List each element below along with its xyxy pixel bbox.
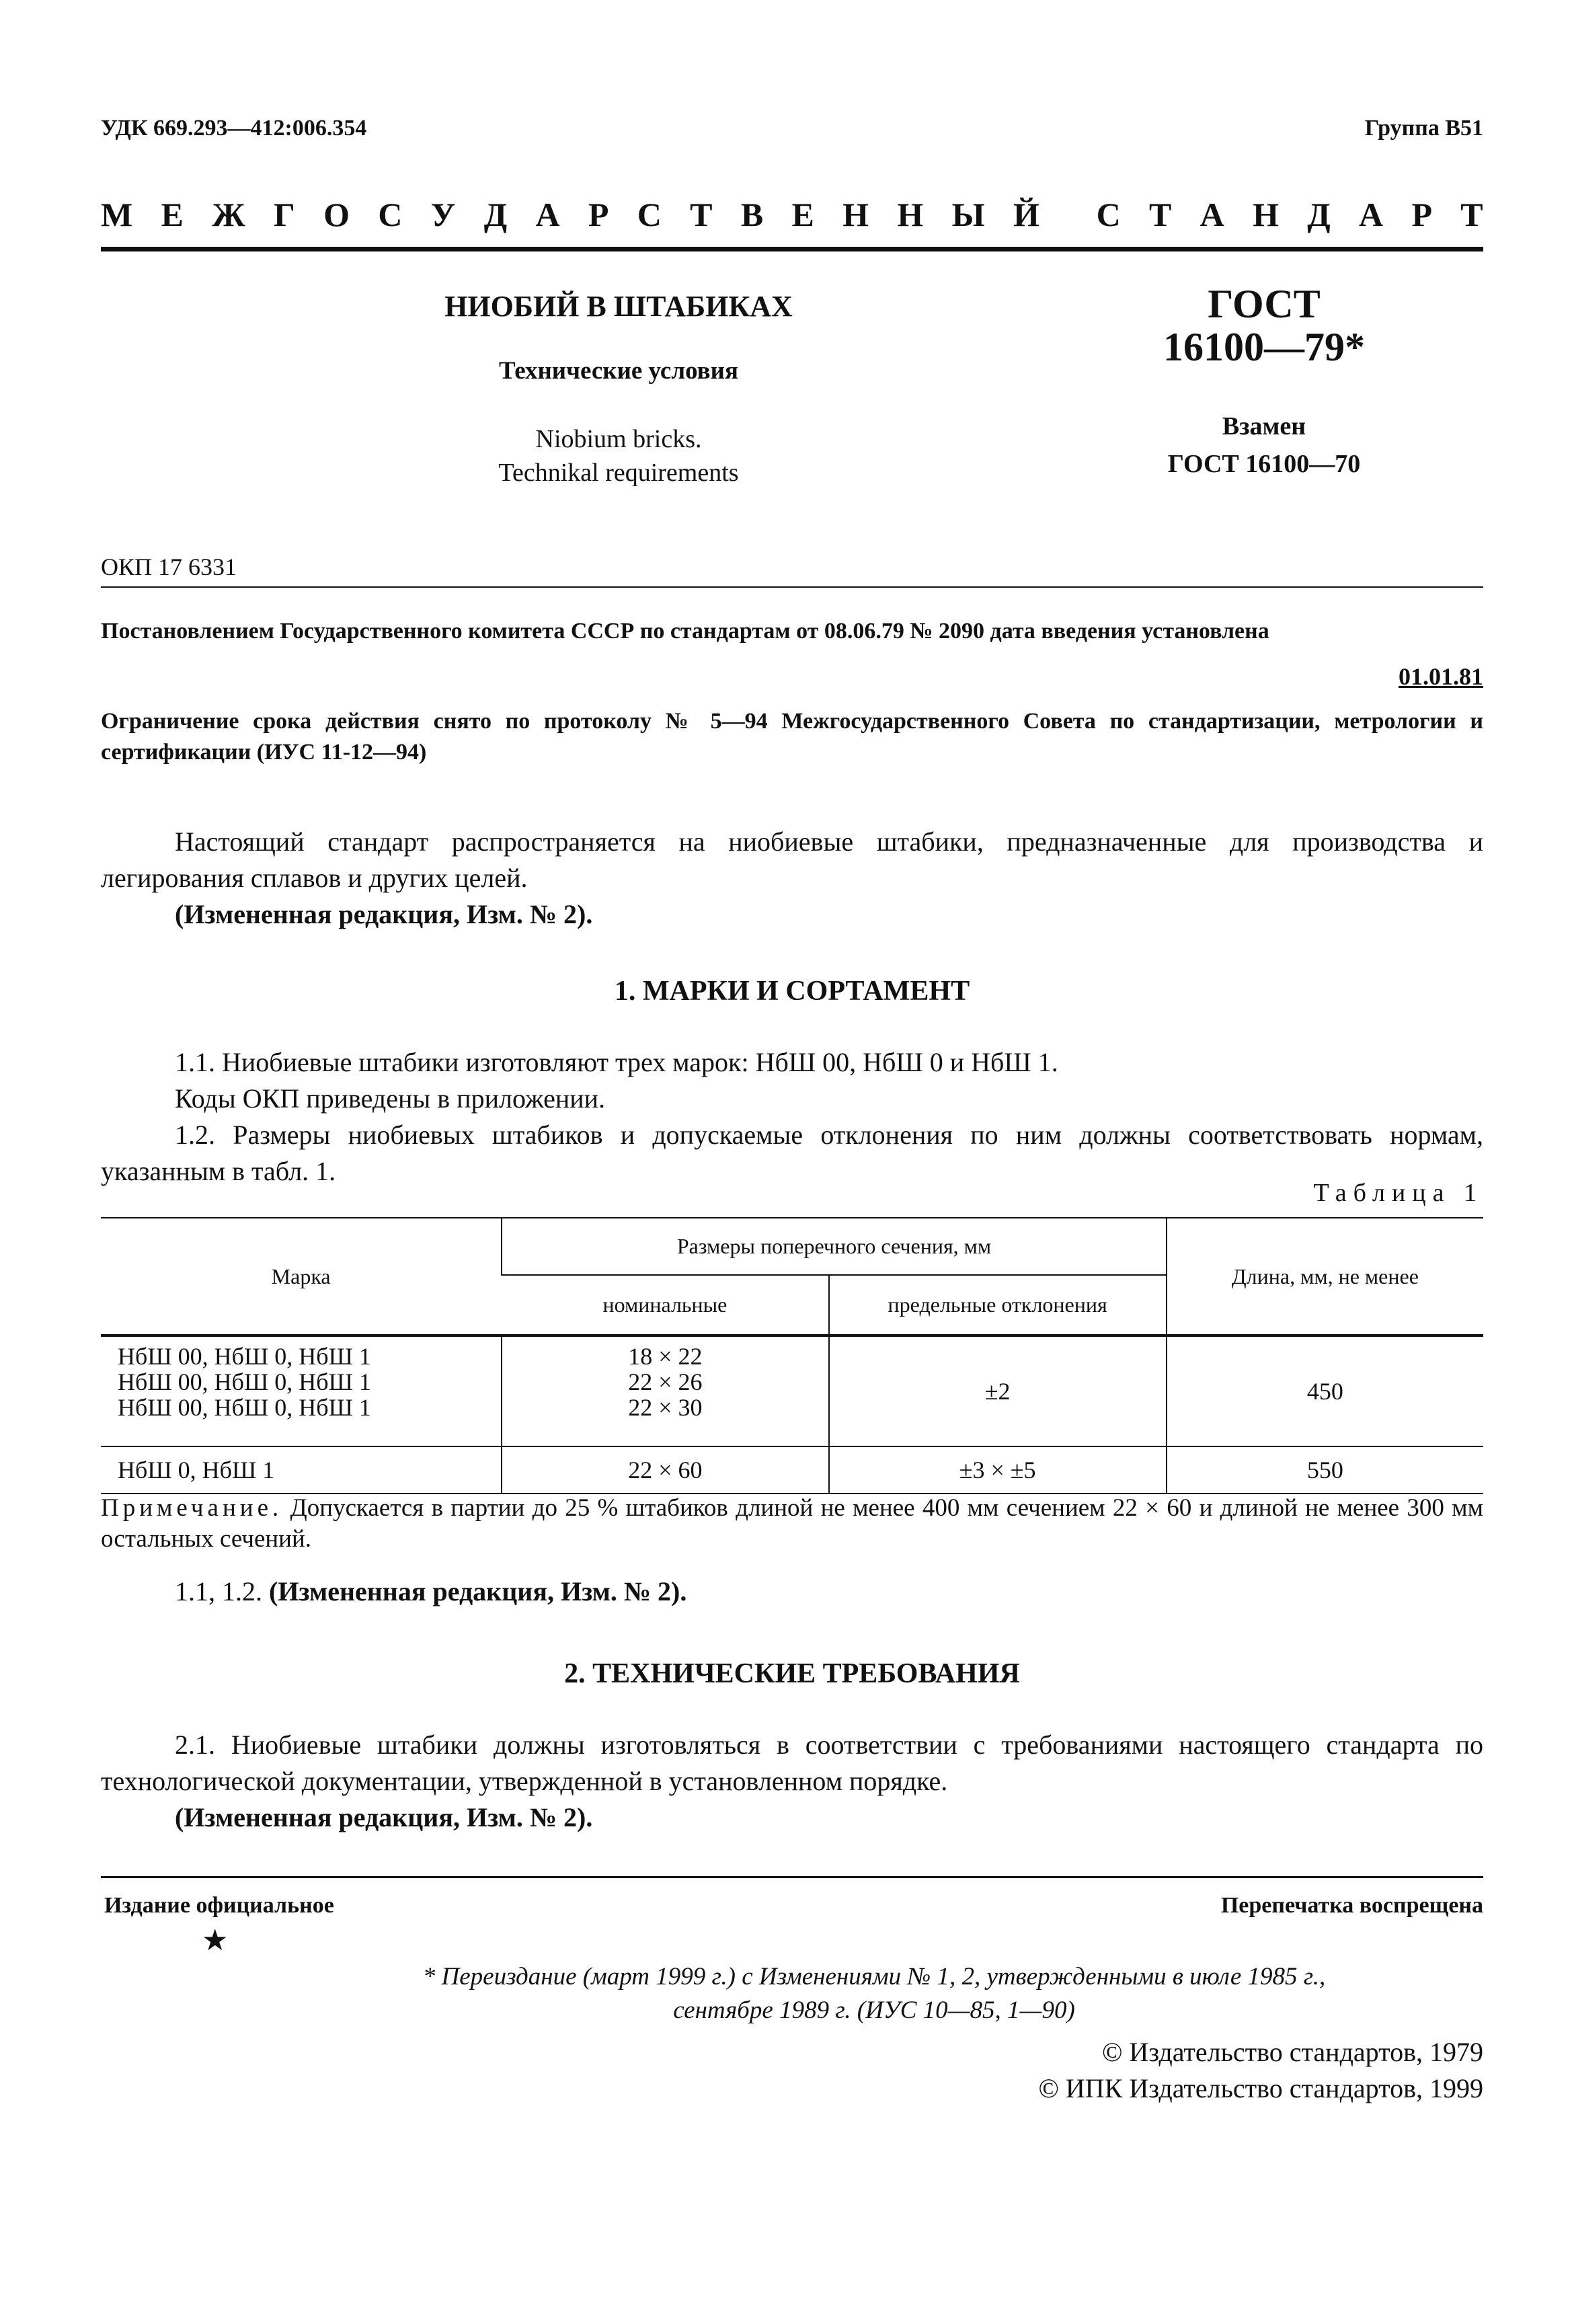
okp-rule	[101, 586, 1483, 588]
heading-letter: А	[1359, 196, 1384, 233]
heading-letter: Ж	[212, 196, 245, 233]
grade-line: НбШ 00, НбШ 0, НбШ 1	[118, 1343, 371, 1370]
heading-letter: Н	[897, 196, 924, 233]
heading-letter: Р	[1411, 196, 1432, 233]
star-icon: ★	[202, 1924, 229, 1957]
size-line: 22 × 26	[628, 1368, 703, 1395]
heading-letter: С	[378, 196, 403, 233]
header-length: Длина, мм, не менее	[1167, 1218, 1483, 1335]
heading-letter: А	[1200, 196, 1224, 233]
limit-text: Ограничение срока действия снято по протоколу № 5—94 Межгосударственного Совета по стандартизации, метрологии и сертификации (ИУС 11-12—94)	[101, 709, 1483, 765]
amendment-text: (Измененная редакция, Изм. № 2).	[269, 1576, 687, 1606]
footer-rule	[101, 1876, 1483, 1878]
heading-letter: В	[740, 196, 764, 233]
reprint-prohibited: Перепечатка воспрещена	[1220, 1893, 1483, 1918]
grade-line: НбШ 00, НбШ 0, НбШ 1	[118, 1368, 371, 1395]
heading-letter: У	[430, 196, 456, 233]
clause-1-2: 1.2. Размеры ниобиевых штабиков и допускаемые отклонения по ним должны соответствовать нормам, указанным в табл. 1.	[101, 1120, 1483, 1186]
clause-1-1-okp: Коды ОКП приведены в приложении.	[175, 1083, 606, 1114]
gost-label: ГОСТ	[1208, 282, 1321, 326]
replaces-block	[1103, 408, 1425, 483]
size-line: 22 × 30	[628, 1394, 703, 1421]
heading-letter: Т	[1148, 196, 1172, 233]
note-label: Примечание.	[101, 1494, 283, 1522]
heading-letter: С	[1096, 196, 1121, 233]
grade-line: НбШ 00, НбШ 0, НбШ 1	[118, 1394, 371, 1421]
table-caption: Таблица 1	[1313, 1179, 1483, 1207]
english-title	[350, 422, 888, 490]
clause-2-1: 2.1. Ниобиевые штабики должны изготовляться в соответствии с требованиями настоящего стандарта по технологической документации, утвержденной в установленном порядке.	[101, 1730, 1483, 1796]
heading-letter: Й	[1013, 196, 1039, 233]
copyright-1979: © Издательство стандартов, 1979	[1101, 2037, 1483, 2067]
tolerance-cell: ±2	[829, 1335, 1167, 1446]
heading-letter: Р	[588, 196, 609, 233]
amendment-note-3: (Измененная редакция, Изм. № 2).	[175, 1802, 593, 1832]
grades-cell: НбШ 0, НбШ 1	[118, 1457, 275, 1483]
header-sizes: Размеры поперечного сечения, мм	[502, 1218, 1166, 1275]
reissue-note	[282, 1960, 1466, 2027]
length-cell: 450	[1167, 1335, 1483, 1446]
heading-letter: Д	[483, 196, 508, 233]
table-row	[101, 1446, 1483, 1494]
heading-letter: М	[101, 196, 133, 233]
size-line: 18 × 22	[628, 1343, 703, 1370]
amendment-note-2	[101, 1574, 1483, 1610]
heading-letter: Т	[1460, 196, 1483, 233]
top-rule	[101, 247, 1483, 251]
length-cell: 550	[1167, 1446, 1483, 1494]
copyright-1999: © ИПК Издательство стандартов, 1999	[1038, 2073, 1483, 2103]
okp-code: ОКП 17 6331	[101, 553, 237, 580]
heading-letter: А	[535, 196, 560, 233]
reissue-line1: * Переиздание (март 1999 г.) с Изменениями № 1, 2, утвержденными в июле 1985 г.,	[422, 1963, 1326, 1990]
replaces-label: Взамен	[1222, 412, 1306, 440]
heading-letter: Г	[273, 196, 295, 233]
heading-letter: С	[637, 196, 662, 233]
replaces-code: ГОСТ 16100—70	[1167, 450, 1361, 478]
english-title-line1: Niobium bricks.	[535, 425, 702, 453]
header-grade: Марка	[101, 1218, 502, 1335]
reissue-line2: сентябре 1989 г. (ИУС 10—85, 1—90)	[673, 1997, 1075, 2024]
heading-letter: Н	[1253, 196, 1279, 233]
nominal-sizes-cell	[502, 1335, 828, 1446]
header-tolerance: предельные отклонения	[829, 1275, 1167, 1335]
intro-date: 01.01.81	[1399, 663, 1483, 690]
amendment-note-1: (Измененная редакция, Изм. № 2).	[175, 899, 593, 929]
gost-code: 16100—79*	[1163, 325, 1365, 369]
heading-letter: Ы	[951, 196, 985, 233]
tolerance-cell: ±3 × ±5	[829, 1446, 1167, 1494]
heading-letter: Е	[791, 196, 814, 233]
clause-1-1: 1.1. Ниобиевые штабики изготовляют трех марок: НбШ 00, НбШ 0 и НбШ 1.	[175, 1047, 1058, 1077]
gost-number	[1103, 282, 1425, 369]
heading-letter: Д	[1307, 196, 1331, 233]
grades-cell	[101, 1335, 502, 1446]
section-2-title: 2. ТЕХНИЧЕСКИЕ ТРЕБОВАНИЯ	[564, 1658, 1020, 1689]
section-1-title: 1. МАРКИ И СОРТАМЕНТ	[614, 976, 970, 1007]
interstate-standard-heading	[101, 195, 1483, 234]
group-code: Группа В51	[1364, 116, 1483, 141]
document-title: НИОБИЙ В ШТАБИКАХ	[444, 290, 793, 323]
heading-letter: Е	[161, 196, 184, 233]
udk-code: УДК 669.293—412:006.354	[101, 116, 367, 141]
header-nominal: номинальные	[502, 1275, 828, 1335]
heading-letter: Н	[842, 196, 869, 233]
english-title-line2: Technikal requirements	[498, 459, 739, 487]
heading-letter: Т	[690, 196, 713, 233]
table-row	[101, 1335, 1483, 1446]
table-note	[101, 1493, 1483, 1555]
scope-paragraph: Настоящий стандарт распространяется на ниобиевые штабики, предназначенные для производства и легирования сплавов и других целей.	[101, 826, 1483, 893]
official-edition: Издание официальное	[104, 1893, 334, 1918]
decree-text: Постановлением Государственного комитета СССР по стандартам от 08.06.79 № 2090 дата введения установлена	[101, 619, 1269, 644]
note-text: Допускается в партии до 25 % штабиков длиной не менее 400 мм сечением 22 × 60 и длиной не менее 300 мм остальных сечений.	[101, 1494, 1483, 1553]
document-subtitle: Технические условия	[499, 357, 738, 385]
amendment-clauses: 1.1, 1.2.	[175, 1576, 262, 1606]
nominal-sizes-cell: 22 × 60	[502, 1446, 828, 1494]
table-1	[101, 1217, 1483, 1494]
heading-letter: О	[323, 196, 350, 233]
